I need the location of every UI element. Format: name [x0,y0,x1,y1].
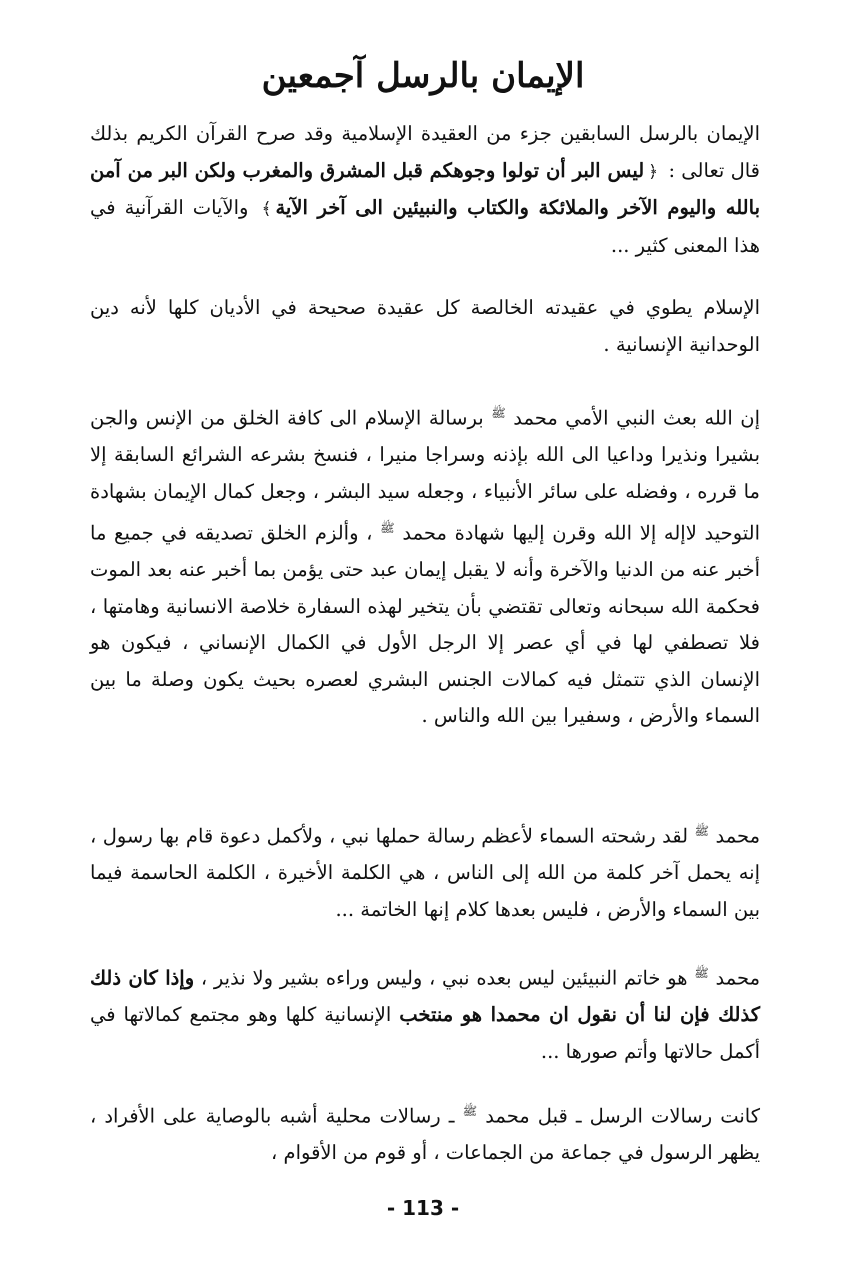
paragraph-6-part-2: ـ رسالات محلية أشبه بالوصاية على الأفراد ، يظهر الرسول في جماعة من الجماعات ، أو قوم من الأقوام ، [90,1104,760,1164]
paragraph-3-part-1: إن الله بعث النبي الأمي محمد [513,406,760,430]
honorific-icon: ﷺ [462,1104,478,1118]
paragraph-5-part-1: محمد [715,966,761,990]
page-number: - 113 - [386,1196,460,1220]
quran-open-bracket: ﴿ [648,161,659,182]
paragraph-4-part-1: محمد [715,824,761,848]
paragraph-1 [90,116,760,264]
paragraph-6-part-1: كانت رسالات الرسل ـ قبل محمد [485,1104,761,1128]
paragraph-5-part-3: الإنسانية كلها وهو مجتمع كمالاتها في أكمل حالاتها وأتم صورها ... [90,1003,760,1063]
paragraph-3-part-3: ، وألزم الخلق تصديقه في جميع ما أخبر عنه من الدنيا والآخرة وأنه لا يقبل إيمان عبد حتى يؤمن بما أخبر عنه بعد الموت فحكمة الله سبحانه وتعالى تقتضي بأن يتخير لهذه السفارة خلاصة الانسانية وهامتها ، فلا تصطفي لها في أي عصر إلا الرجل الأول في الكمال الإنساني ، فيكون هو الإنسان الذي تتمثل فيه كمالات الجنس البشري لعصره بحيث يكون وصلة ما بين السماء والأرض ، وسفيرا بين الله والناس . [90,521,760,727]
paragraph-5-bold: وإذا كان ذلك كذلك فإن لنا أن نقول ان محمدا هو منتخب [90,966,760,1026]
page-title: الإيمان بالرسل آجمعين [261,56,585,96]
honorific-icon: ﷺ [694,824,710,838]
quran-close-bracket: ﴾ [261,199,272,219]
paragraph-6 [90,1093,760,1172]
paragraph-3 [90,395,760,735]
honorific-icon: ﷺ [694,966,709,980]
quran-verse: ليس البر أن تولوا وجوهكم قبل المشرق والمغرب ولكن البر من آمن بالله واليوم الآخر والملائكة والكتاب والنبيئين الى آخر الآية [90,158,760,219]
paragraph-1-outro: والآيات القرآنية في هذا المعنى كثير ... [90,196,760,257]
paragraph-1-intro: الإيمان بالرسل السابقين جزء من العقيدة الإسلامية وقد صرح القرآن الكريم بذلك قال تعالى : [90,122,761,182]
paragraph-5 [90,955,760,1070]
paragraph-5-part-2: هو خاتم النبيئين ليس بعده نبي ، وليس وراءه بشير ولا نذير ، [200,966,688,990]
paragraph-2 [90,290,760,363]
paragraph-2-text: الإسلام يطوي في عقيدته الخالصة كل عقيدة صحيحة في الأديان كلها لأنه دين الوحدانية الإنسانية . [90,296,760,356]
paragraph-4 [90,813,760,928]
honorific-icon: ﷺ [380,521,395,535]
paragraph-3-part-2: برسالة الإسلام الى كافة الخلق من الإنس والجن بشيرا ونذيرا وداعيا الى الله بإذنه وسراجا منيرا ، فنسخ بشرعه الشرائع السابقة إلا ما قرره ، وفضله على سائر الأنبياء ، وجعله سيد البشر ، وجعل كمال الإيمان بشهادة التوحيد لاإله إلا الله وقرن إليها شهادة محمد [90,406,761,545]
paragraph-4-part-2: لقد رشحته السماء لأعظم رسالة حملها نبي ، ولأكمل دعوة قام بها رسول ، إنه يحمل آخر كلمة من الله إلى الناس ، هي الكلمة الأخيرة ، الكلمة الحاسمة فيما بين السماء والأرض ، فليس بعدها كلام إنها الخاتمة ... [90,824,761,921]
honorific-icon: ﷺ [491,406,506,420]
